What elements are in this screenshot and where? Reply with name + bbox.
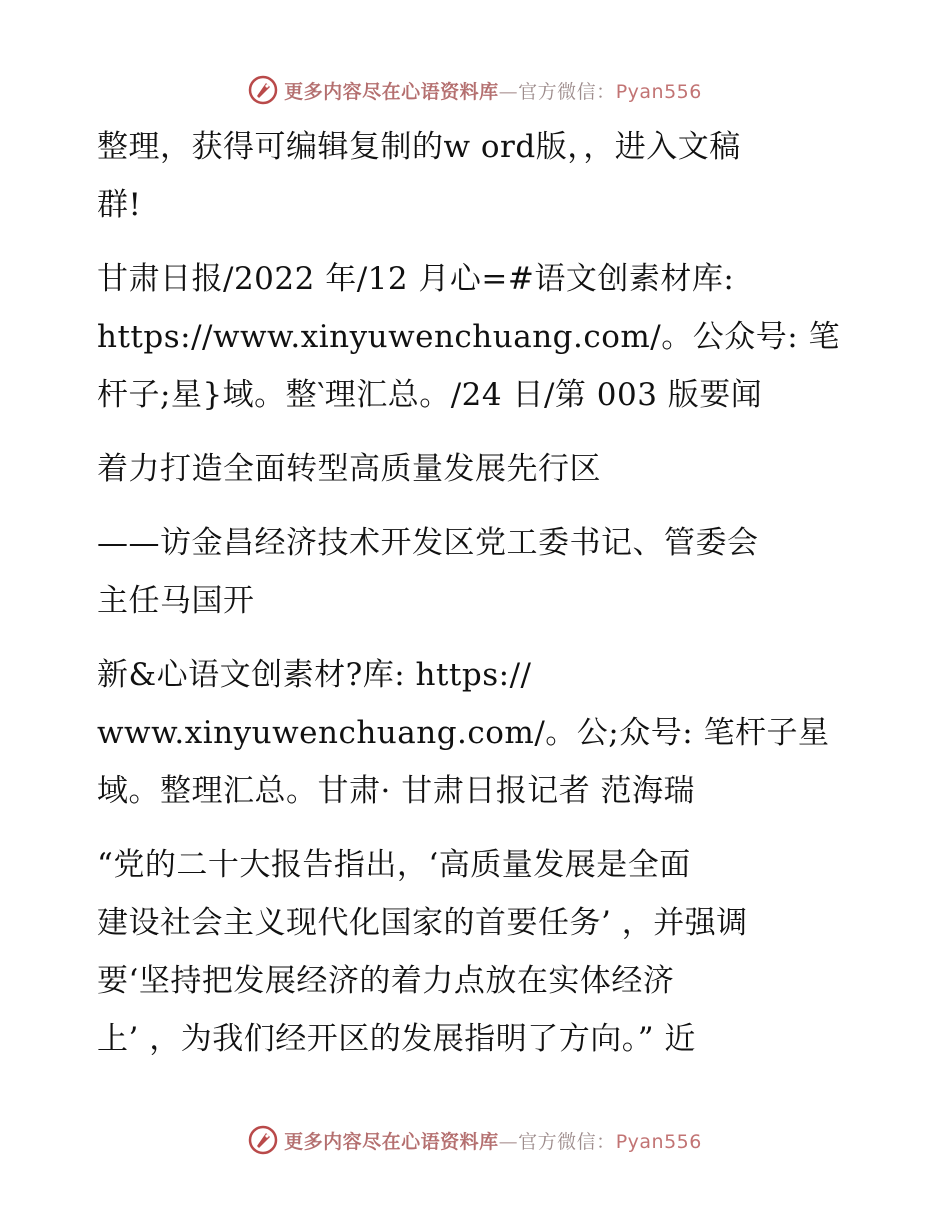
banner-wechat-id: Pyan556: [615, 80, 702, 103]
pen-nib-logo-icon: [248, 1125, 278, 1155]
header-banner: [0, 70, 950, 110]
text-line: 要‘坚持把发展经济的着力点放在实体经济: [97, 963, 675, 999]
text-line: https://www.xinyuwenchuang.com/。公众号: 笔: [97, 319, 841, 355]
text-line: 整理，获得可编辑复制的w ord版，，进入文稿: [97, 129, 741, 165]
text-line: 着力打造全面转型高质量发展先行区: [97, 451, 601, 487]
banner-text: [284, 77, 702, 104]
text-line: 域。整理汇总。甘肃· 甘肃日报记者 范海瑞: [97, 773, 696, 809]
footer-banner: [0, 1120, 950, 1160]
text-line: 群!: [97, 187, 142, 223]
banner-brand: 更多内容尽在心语资料库: [284, 1130, 499, 1153]
banner-separator: —: [498, 1130, 519, 1153]
pen-nib-logo-icon: [248, 75, 278, 105]
article-subtitle: [97, 514, 842, 630]
text-line: 新&心语文创素材?库: https://: [97, 657, 532, 693]
article-title: [97, 440, 842, 498]
text-line: www.xinyuwenchuang.com/。公;众号: 笔杆子星: [97, 715, 830, 751]
text-line: 甘肃日报/2022 年/12 月心=#语文创素材库:: [97, 261, 735, 297]
banner-brand: 更多内容尽在心语资料库: [284, 80, 499, 103]
paragraph-byline: [97, 646, 842, 820]
text-line: 主任马国开: [97, 583, 255, 619]
text-line: 建设社会主义现代化国家的首要任务’ ，并强调: [97, 905, 748, 941]
document-body: [97, 118, 842, 1068]
paragraph-body: [97, 836, 842, 1068]
text-line: 杆子;星}域。整‵理汇总。/24 日/第 003 版要闻: [97, 377, 763, 413]
banner-wechat-label: 官方微信：: [518, 1130, 616, 1153]
banner-wechat-label: 官方微信：: [518, 80, 616, 103]
banner-text: [284, 1127, 702, 1154]
banner-separator: —: [498, 80, 519, 103]
banner-wechat-id: Pyan556: [615, 1130, 702, 1153]
text-line: “党的二十大报告指出，‘高质量发展是全面: [97, 847, 691, 883]
text-line: 上’ ，为我们经开区的发展指明了方向。” 近: [97, 1021, 696, 1057]
paragraph-intro: [97, 118, 842, 234]
text-line: ——访金昌经济技术开发区党工委书记、管委会: [97, 525, 759, 561]
paragraph-source: [97, 250, 842, 424]
